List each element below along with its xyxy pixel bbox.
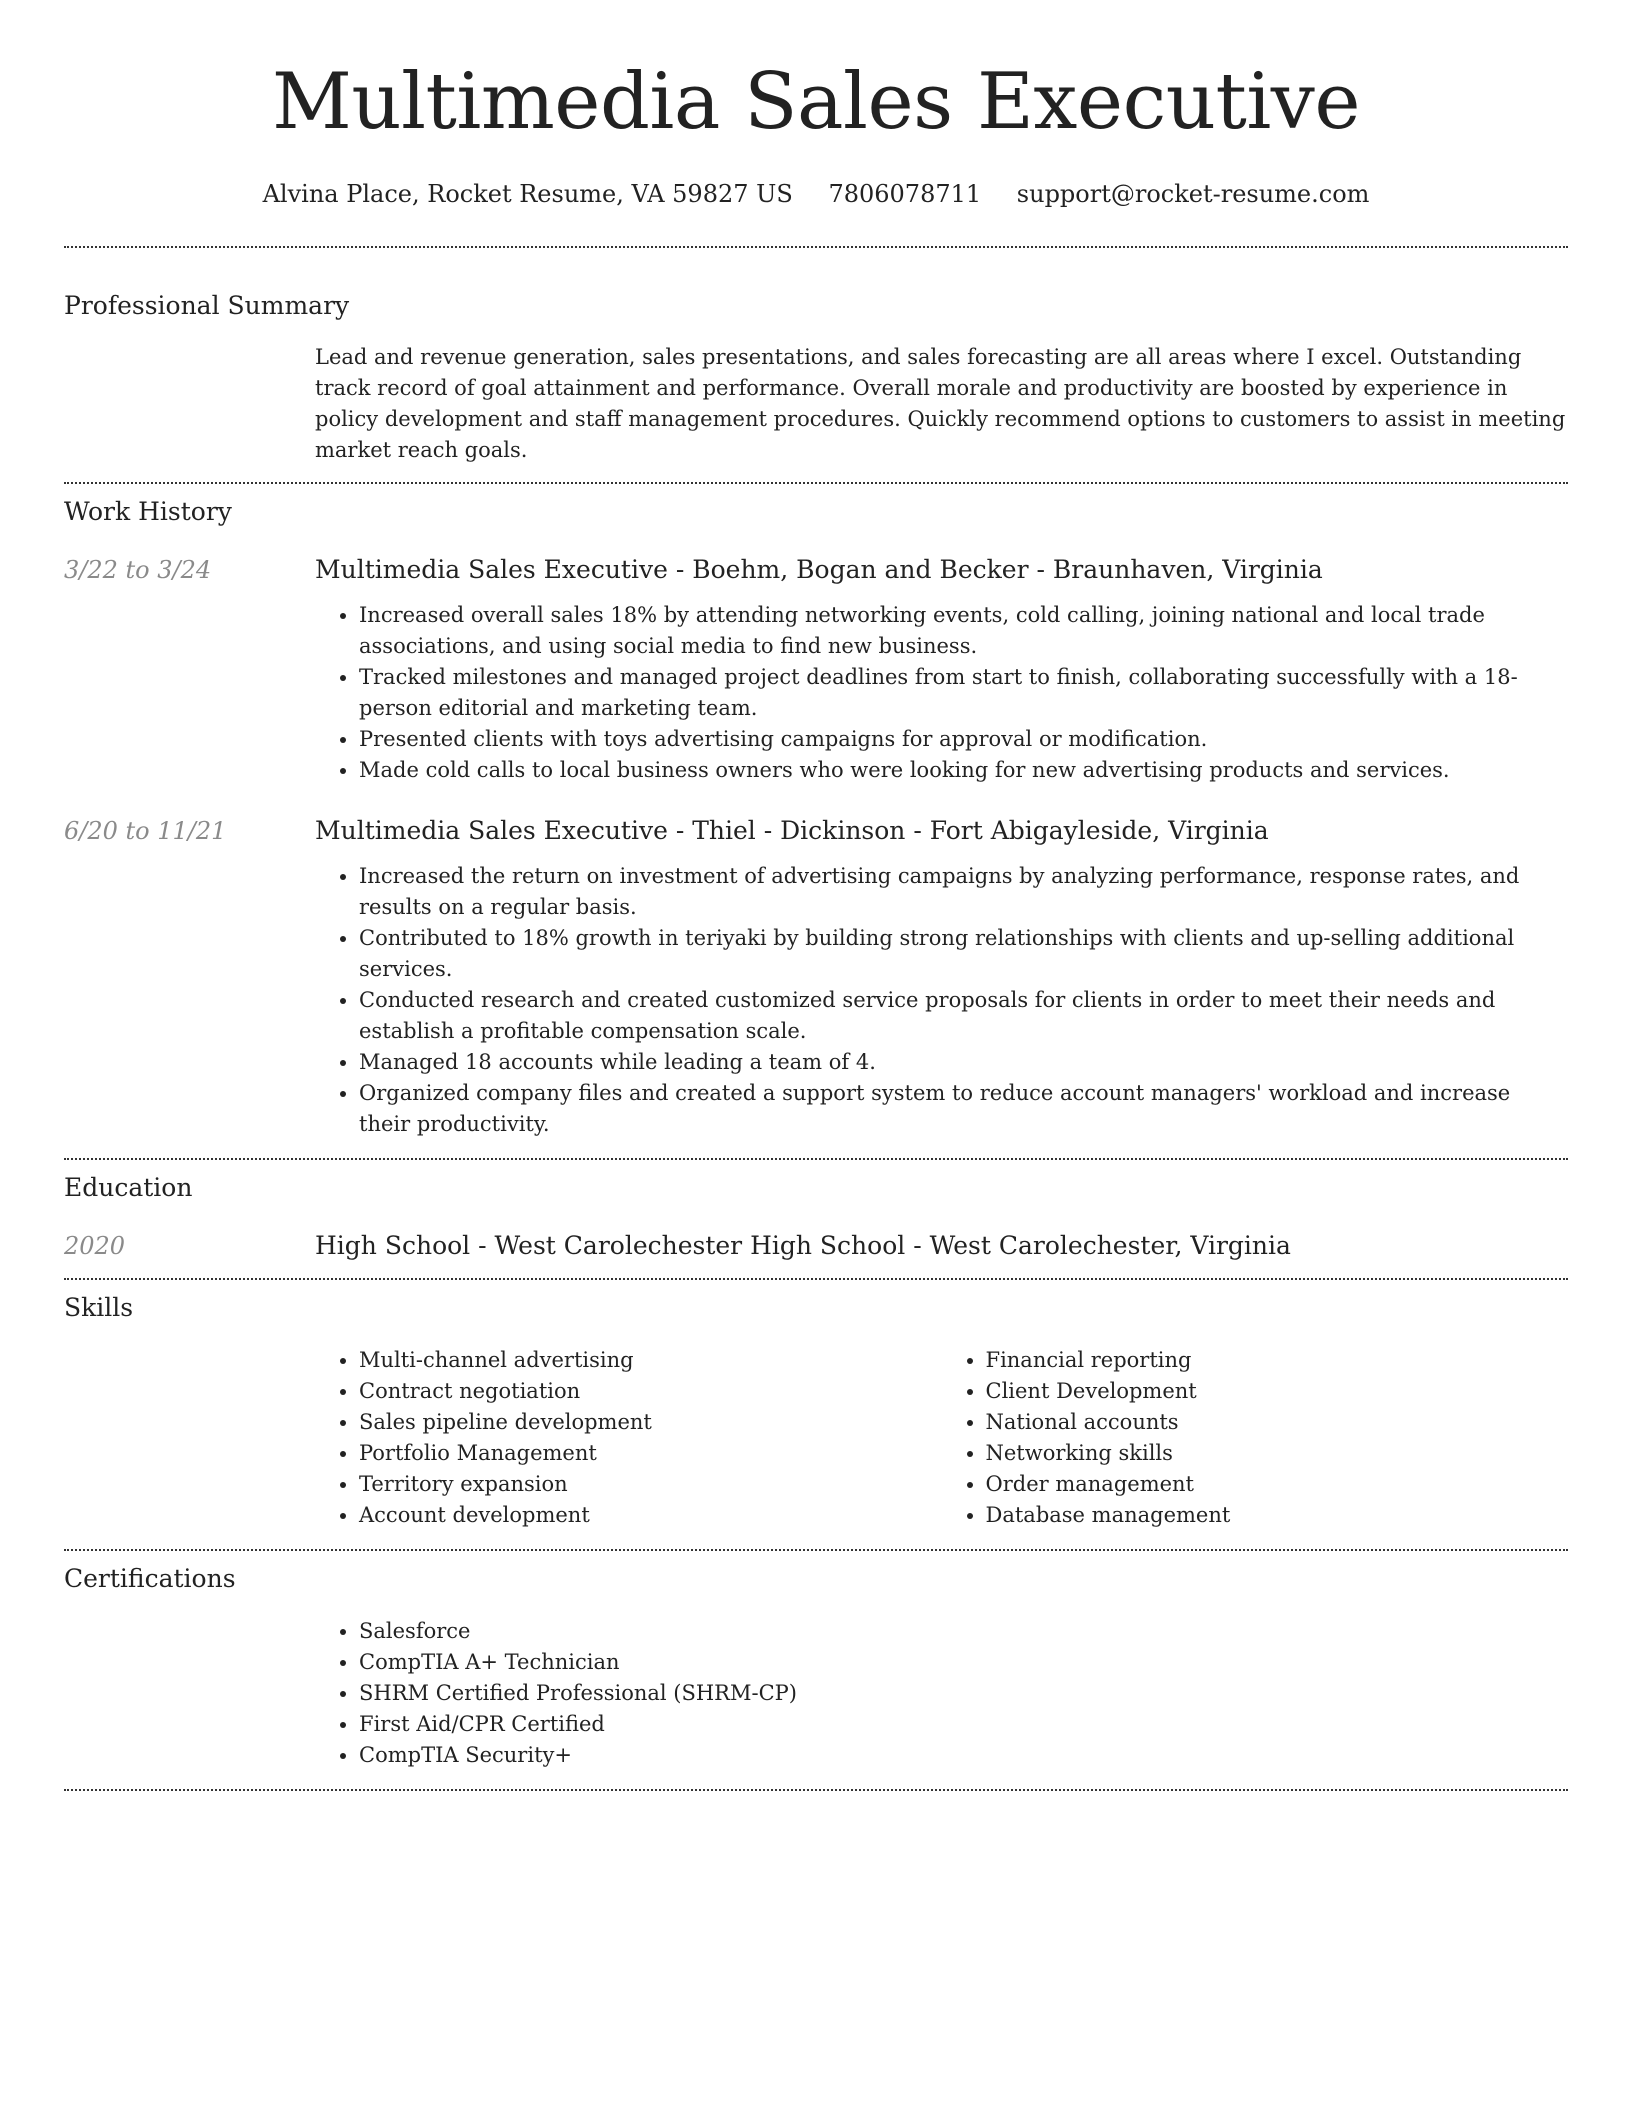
certification-item: • SHRM Certified Professional (SHRM-CP) — [359, 1678, 1568, 1709]
contact-email: support@rocket-resume.com — [1016, 180, 1370, 208]
job-bullets — [315, 600, 1568, 786]
skill-item: • Territory expansion — [359, 1469, 942, 1500]
section-title-skills: Skills — [64, 1293, 134, 1322]
skill-item: • Client Development — [986, 1376, 1569, 1407]
skill-item: • National accounts — [986, 1407, 1569, 1438]
skills-grid — [315, 1345, 1568, 1531]
divider — [64, 1549, 1568, 1551]
job-bullet: • Conducted research and created customized service proposals for clients in order to meet their needs and establish a profitable compensation scale. — [359, 985, 1568, 1047]
job-bullet: • Presented clients with toys advertising campaigns for approval or modification. — [359, 724, 1568, 755]
job-heading: Multimedia Sales Executive - Thiel - Dickinson - Fort Abigayleside, Virginia — [315, 816, 1269, 845]
job-heading: Multimedia Sales Executive - Boehm, Bogan and Becker - Braunhaven, Virginia — [315, 555, 1323, 584]
work-history-section — [64, 495, 1568, 1140]
education-year: 2020 — [64, 1232, 126, 1260]
certification-item: • Salesforce — [359, 1616, 1568, 1647]
job-bullet: • Made cold calls to local business owners who were looking for new advertising products and services. — [359, 755, 1568, 786]
resume-name: Multimedia Sales Executive — [271, 57, 1361, 147]
divider — [64, 1789, 1568, 1791]
job-bullet: • Managed 18 accounts while leading a team of 4. — [359, 1047, 1568, 1078]
certification-item: • CompTIA Security+ — [359, 1740, 1568, 1771]
summary-section — [64, 289, 1568, 466]
job-dates: 3/22 to 3/24 — [64, 556, 212, 584]
job-dates: 6/20 to 11/21 — [64, 817, 227, 845]
skill-item: • Account development — [359, 1500, 942, 1531]
education-body — [315, 1229, 1568, 1263]
certifications-list — [315, 1616, 1568, 1771]
skill-item: • Financial reporting — [986, 1345, 1569, 1376]
job-bullet: • Contributed to 18% growth in teriyaki by building strong relationships with clients and up-selling additional services. — [359, 923, 1568, 985]
job-bullet: • Increased the return on investment of advertising campaigns by analyzing performance, response rates, and results on a regular basis. — [359, 861, 1568, 923]
job-bullets — [315, 861, 1568, 1140]
skill-item: • Multi-channel advertising — [359, 1345, 942, 1376]
education-section — [64, 1171, 1568, 1263]
job-body — [315, 814, 1568, 1140]
skills-list-left — [315, 1345, 942, 1531]
skill-item: • Sales pipeline development — [359, 1407, 942, 1438]
skill-item: • Database management — [986, 1500, 1569, 1531]
contact-address: Alvina Place, Rocket Resume, VA 59827 US — [262, 180, 793, 208]
section-title-summary: Professional Summary — [64, 291, 350, 320]
skill-item: • Networking skills — [986, 1438, 1569, 1469]
divider — [64, 482, 1568, 484]
skill-item: • Portfolio Management — [359, 1438, 942, 1469]
certification-item: • First Aid/CPR Certified — [359, 1709, 1568, 1740]
summary-text: Lead and revenue generation, sales presentations, and sales forecasting are all areas where I excel. Outstanding track record of goal attainment and performance. Overall morale and productivity are boosted by experience in policy development and staff management procedures. Quickly recommend options to customers to assist in meeting market reach goals. — [315, 345, 1566, 462]
job-entry — [64, 553, 1568, 786]
skill-item: • Order management — [986, 1469, 1569, 1500]
divider — [64, 1158, 1568, 1160]
job-bullet: • Increased overall sales 18% by attending networking events, cold calling, joining national and local trade associations, and using social media to find new business. — [359, 600, 1568, 662]
skill-item: • Contract negotiation — [359, 1376, 942, 1407]
section-title-certifications: Certifications — [64, 1564, 236, 1593]
certifications-section — [64, 1562, 1568, 1771]
contact-line — [64, 178, 1568, 210]
job-bullet: • Tracked milestones and managed project deadlines from start to finish, collaborating successfully with a 18-person editorial and marketing team. — [359, 662, 1568, 724]
job-body — [315, 553, 1568, 786]
job-entry — [64, 814, 1568, 1140]
skills-section — [64, 1291, 1568, 1531]
section-title-work-history: Work History — [64, 497, 232, 526]
certifications-block — [315, 1616, 1568, 1771]
contact-phone: 7806078711 — [828, 180, 982, 208]
divider — [64, 1278, 1568, 1280]
section-title-education: Education — [64, 1173, 193, 1202]
job-bullet: • Organized company files and created a support system to reduce account managers' workload and increase their productivity. — [359, 1078, 1568, 1140]
education-heading: High School - West Carolechester High School - West Carolechester, Virginia — [315, 1231, 1291, 1260]
education-entry — [64, 1229, 1568, 1263]
certification-item: • CompTIA A+ Technician — [359, 1647, 1568, 1678]
divider — [64, 246, 1568, 248]
skills-list-right — [942, 1345, 1569, 1531]
